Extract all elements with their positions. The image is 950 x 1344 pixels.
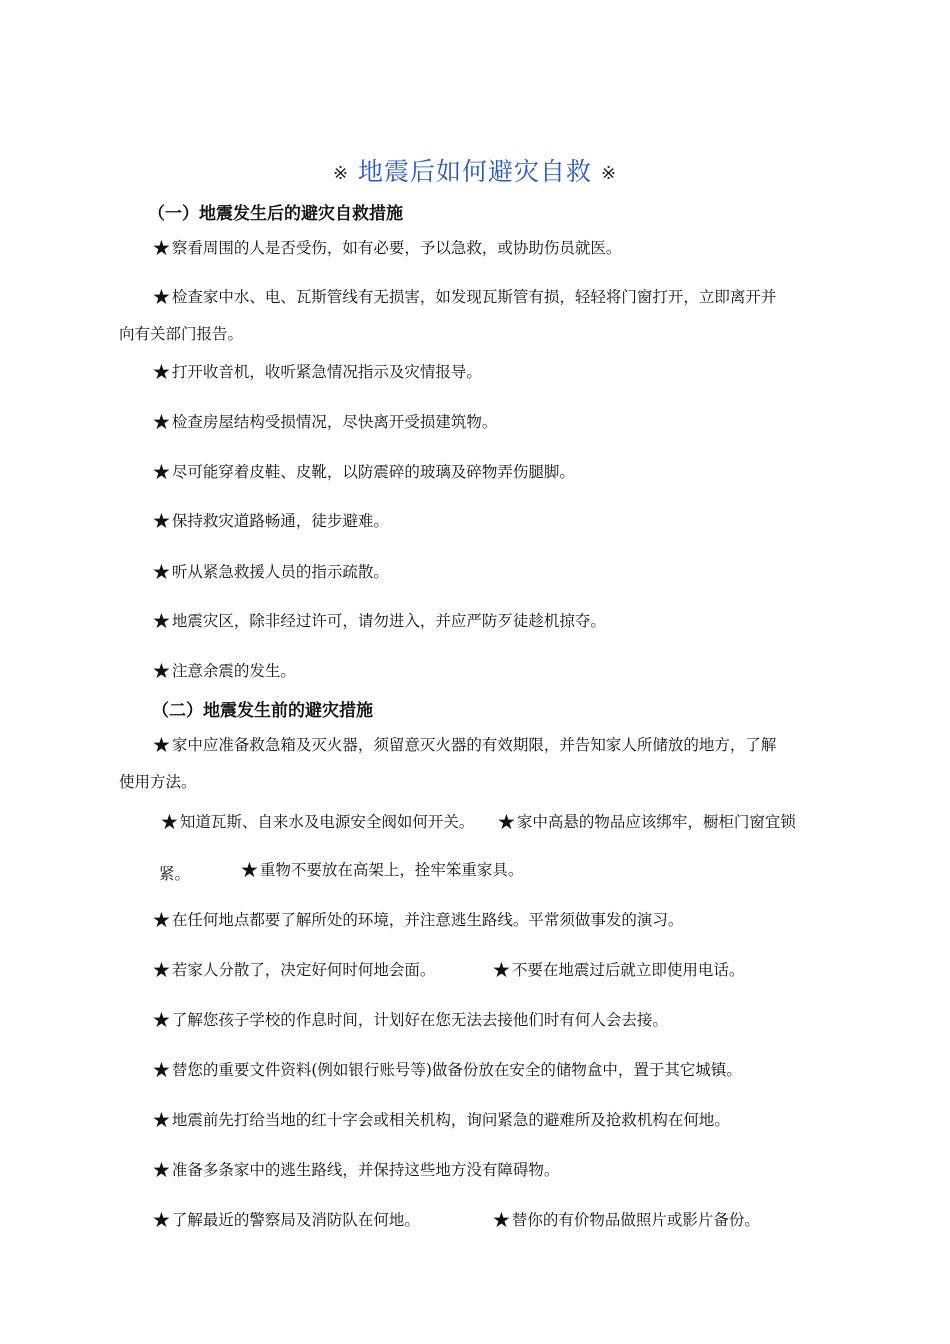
list-item: ★检查房屋结构受损情况，尽快离开受损建筑物。 [152,410,498,434]
star-bullet-icon: ★ [492,1208,511,1232]
star-bullet-icon: ★ [152,560,171,584]
star-bullet-icon: ★ [152,1008,171,1032]
list-item-continuation: 使用方法。 [119,773,197,791]
list-item: ★察看周围的人是否受伤，如有必要，予以急救，或协助伤员就医。 [152,236,622,260]
list-item: ★了解最近的警察局及消防队在何地。 [152,1208,420,1232]
section-1-heading: （一）地震发生后的避灾自救措施 [148,204,403,224]
star-bullet-icon: ★ [152,360,171,384]
star-bullet-icon: ★ [152,958,171,982]
list-item: ★家中应准备救急箱及灭火器，须留意灭火器的有效期限，并告知家人所储放的地方，了解 [152,733,777,757]
list-item: ★地震灾区，除非经过许可，请勿进入，并应严防歹徒趁机掠夺。 [152,609,606,633]
reference-mark-right-icon: ※ [600,163,618,184]
star-bullet-icon: ★ [152,908,171,932]
section-2-heading: （二）地震发生前的避灾措施 [152,701,373,721]
list-item: ★保持救灾道路畅通，徒步避难。 [152,509,389,533]
list-item: ★了解您孩子学校的作息时间，计划好在您无法去接他们时有何人会去接。 [152,1008,668,1032]
list-item-continuation: 向有关部门报告。 [119,325,244,343]
star-bullet-icon: ★ [152,733,171,757]
list-item: ★家中高悬的物品应该绑牢，橱柜门窗宜锁 [497,810,796,834]
title-text: 地震后如何避灾自救 [357,157,592,186]
list-item-continuation: 紧。 [159,865,191,883]
list-item: ★若家人分散了，决定好何时何地会面。 [152,958,436,982]
list-item: ★注意余震的发生。 [152,659,296,683]
star-bullet-icon: ★ [152,1108,171,1132]
star-bullet-icon: ★ [152,410,171,434]
list-item: ★重物不要放在高架上，拴牢笨重家具。 [240,858,524,882]
list-item: ★尽可能穿着皮鞋、皮靴，以防震碎的玻璃及碎物弄伤腿脚。 [152,460,575,484]
list-item: ★替你的有价物品做照片或影片备份。 [492,1208,760,1232]
star-bullet-icon: ★ [152,609,171,633]
list-item: ★知道瓦斯、自来水及电源安全阀如何开关。 [160,810,475,834]
list-item: ★准备多条家中的逃生路线，并保持这些地方没有障碍物。 [152,1158,560,1182]
star-bullet-icon: ★ [152,460,171,484]
star-bullet-icon: ★ [152,1158,171,1182]
list-item: ★在任何地点都要了解所处的环境，并注意逃生路线。平常须做事发的演习。 [152,908,684,932]
list-item: ★检查家中水、电、瓦斯管线有无损害，如发现瓦斯管有损，轻轻将门窗打开，立即离开并 [152,285,777,309]
star-bullet-icon: ★ [152,1058,171,1082]
star-bullet-icon: ★ [152,659,171,683]
list-item: ★替您的重要文件资料(例如银行账号等)做备份放在安全的储物盒中，置于其它城镇。 [152,1058,742,1082]
star-bullet-icon: ★ [160,810,179,834]
star-bullet-icon: ★ [240,858,259,882]
list-item: ★听从紧急救援人员的指示疏散。 [152,560,389,584]
star-bullet-icon: ★ [497,810,516,834]
document-title [0,152,950,188]
list-item: ★不要在地震过后就立即使用电话。 [492,958,745,982]
star-bullet-icon: ★ [152,236,171,260]
reference-mark-left-icon: ※ [332,163,350,184]
list-item: ★地震前先打给当地的红十字会或相关机构，询问紧急的避难所及抢救机构在何地。 [152,1108,730,1132]
star-bullet-icon: ★ [152,1208,171,1232]
list-item: ★打开收音机，收听紧急情况指示及灾情报导。 [152,360,482,384]
star-bullet-icon: ★ [492,958,511,982]
star-bullet-icon: ★ [152,509,171,533]
star-bullet-icon: ★ [152,285,171,309]
